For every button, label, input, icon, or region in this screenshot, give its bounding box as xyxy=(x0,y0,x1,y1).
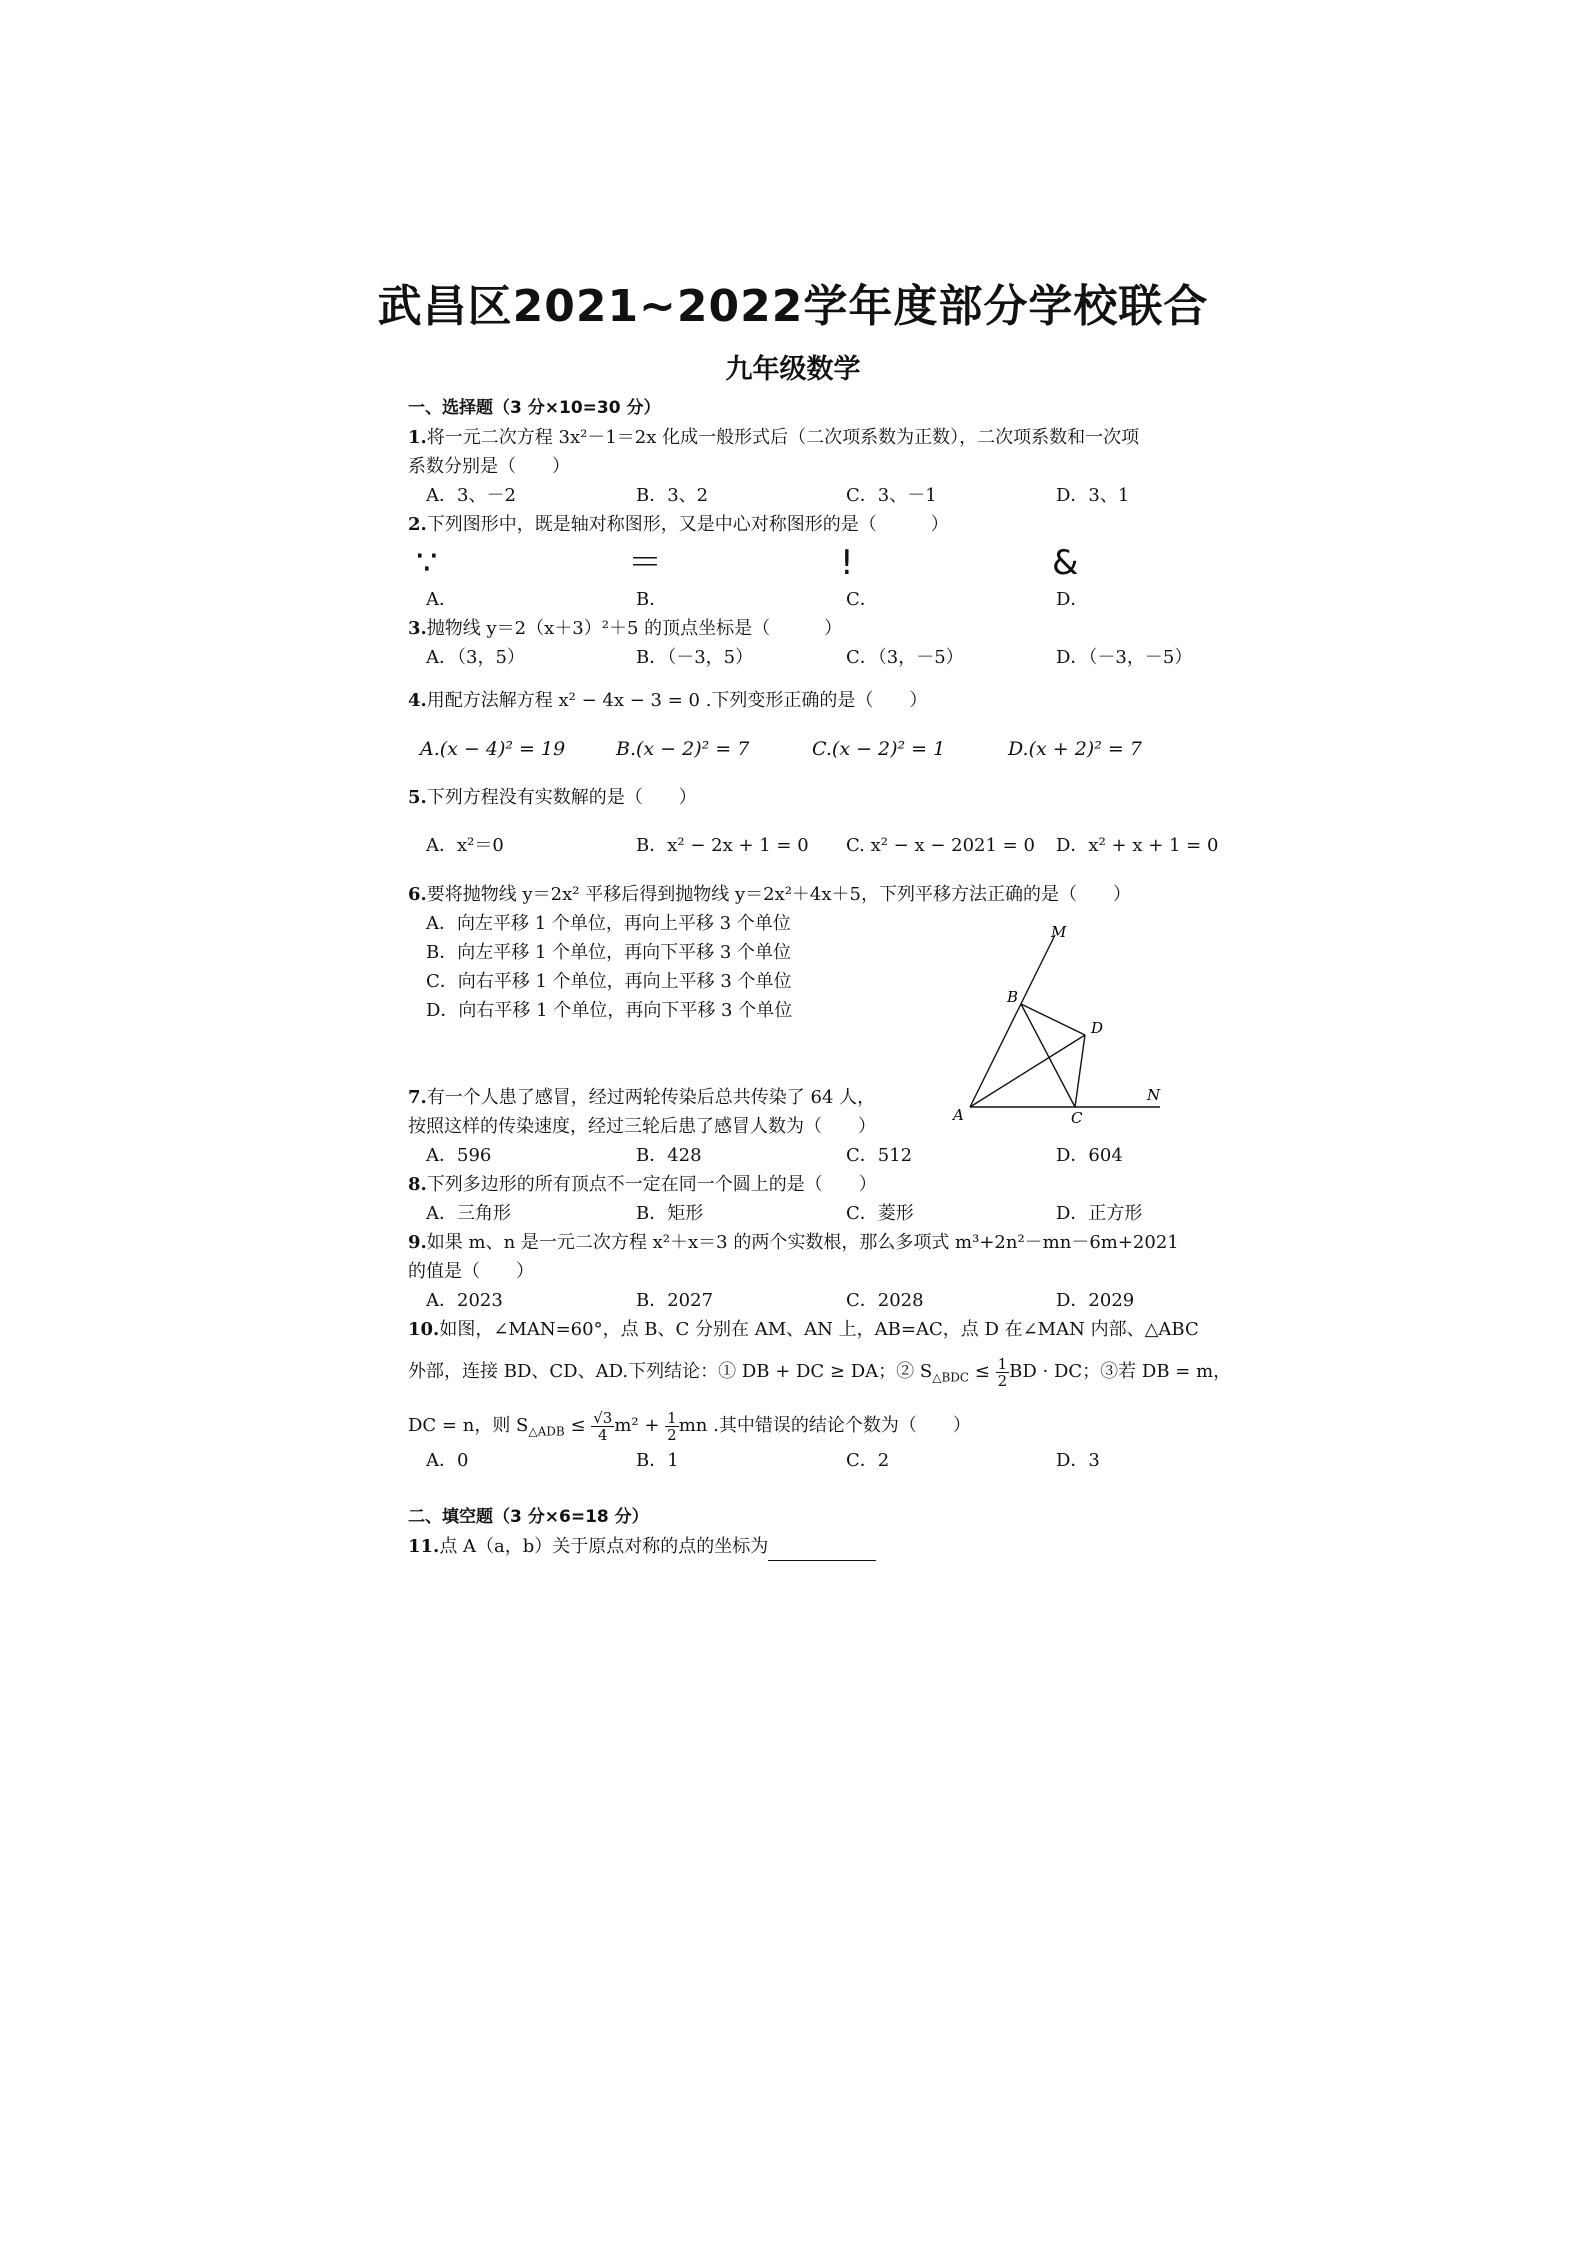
question-9 xyxy=(408,1228,1188,1257)
question-2-figures xyxy=(408,541,1188,585)
option-b: B． xyxy=(636,589,668,610)
option-d: D．604 xyxy=(1056,1145,1123,1166)
q10-text: DC = n，则 S xyxy=(408,1415,529,1436)
option-d: D． xyxy=(1056,589,1089,610)
option-c: C．2028 xyxy=(846,1290,924,1311)
option-c: C．菱形 xyxy=(846,1203,914,1224)
option-c: C.(x − 2)² = 1 xyxy=(812,738,946,760)
question-number: 8. xyxy=(408,1174,427,1195)
option-d: D．3 xyxy=(1056,1450,1100,1471)
question-number: 4. xyxy=(408,690,427,711)
question-8 xyxy=(408,1170,1188,1199)
label-a: A xyxy=(953,1106,964,1124)
question-text: 点 A（a，b）关于原点对称的点的坐标为 xyxy=(439,1536,769,1557)
option-d: D．向右平移 1 个单位，再向下平移 3 个单位 xyxy=(426,1000,793,1021)
q10-text: mn .其中错误的结论个数为（ ） xyxy=(678,1415,971,1436)
q10-subscript: △ADB xyxy=(528,1424,565,1439)
answer-blank[interactable] xyxy=(768,1540,876,1561)
question-3-options xyxy=(408,643,1193,672)
section-1-heading: 一、选择题（3 分×10=30 分） xyxy=(408,398,661,418)
question-text: 抛物线 y＝2（x＋3）²＋5 的顶点坐标是（ ） xyxy=(426,618,843,639)
question-7-cont: 按照这样的传染速度，经过三轮后患了感冒人数为（ ） xyxy=(408,1116,876,1137)
segment-dc xyxy=(1075,1035,1085,1107)
question-7-options xyxy=(408,1141,1188,1170)
option-c: C． xyxy=(846,589,878,610)
question-text: 要将抛物线 y＝2x² 平移后得到抛物线 y＝2x²＋4x＋5，下列平移方法正确的是（ ） xyxy=(426,884,1131,905)
option-c: C．512 xyxy=(846,1145,913,1166)
geometry-diagram xyxy=(935,925,1175,1125)
option-b: B．矩形 xyxy=(636,1203,704,1224)
label-n: N xyxy=(1147,1086,1161,1104)
q10-subscript: △BDC xyxy=(932,1370,970,1385)
question-number: 1. xyxy=(408,427,427,448)
question-4-options xyxy=(408,729,1188,769)
question-4 xyxy=(408,686,1188,715)
numerator: 1 xyxy=(997,1354,1008,1373)
question-2 xyxy=(408,510,1188,539)
option-c: C．（3，－5） xyxy=(846,647,964,668)
section-2-heading: 二、填空题（3 分×6=18 分） xyxy=(408,1507,649,1527)
question-2-labels xyxy=(408,585,1188,614)
question-10-line-2 xyxy=(408,1352,1232,1392)
question-10-line-3 xyxy=(408,1406,1188,1446)
fraction xyxy=(665,1410,679,1443)
option-b: B．2027 xyxy=(636,1290,714,1311)
denominator: 4 xyxy=(598,1425,608,1444)
option-d: D．（－3，－5） xyxy=(1056,647,1193,668)
question-8-options xyxy=(408,1199,1188,1228)
figure-a-because-symbol: ∵ xyxy=(416,542,438,583)
question-3 xyxy=(408,614,1188,643)
question-text: 下列多边形的所有顶点不一定在同一个圆上的是（ ） xyxy=(426,1174,877,1195)
label-c: C xyxy=(1071,1109,1083,1125)
figure-b-equals-symbol: ＝ xyxy=(628,542,662,583)
question-number: 7. xyxy=(408,1087,427,1108)
option-b: B．1 xyxy=(636,1450,679,1471)
question-number: 11. xyxy=(408,1536,440,1557)
question-1 xyxy=(408,423,1188,452)
question-text: 如果 m、n 是一元二次方程 x²＋x＝3 的两个实数根，那么多项式 m³+2n²－mn－6m+2021 xyxy=(426,1232,1179,1253)
question-text: 用配方法解方程 x² − 4x − 3 = 0 .下列变形正确的是（ ） xyxy=(426,690,928,711)
option-b: B．428 xyxy=(636,1145,702,1166)
option-c: C. x² − x − 2021 = 0 xyxy=(846,835,1035,856)
numerator: 1 xyxy=(667,1408,677,1427)
option-d: D．正方形 xyxy=(1056,1203,1143,1224)
question-text: 下列方程没有实数解的是（ ） xyxy=(426,787,697,808)
question-text: 将一元二次方程 3x²－1＝2x 化成一般形式后（二次项系数为正数），二次项系数和一次项 xyxy=(426,427,1140,448)
denominator: 2 xyxy=(667,1425,677,1444)
question-10 xyxy=(408,1315,1199,1344)
option-b: B.(x − 2)² = 7 xyxy=(616,738,750,760)
option-b: B．3、2 xyxy=(636,485,709,506)
fraction xyxy=(996,1356,1010,1389)
option-c: C．向右平移 1 个单位，再向上平移 3 个单位 xyxy=(426,971,792,992)
option-a: A.(x − 4)² = 19 xyxy=(420,738,566,760)
question-10-options xyxy=(408,1446,1188,1475)
option-a: A． xyxy=(426,589,457,610)
option-a: A．0 xyxy=(426,1450,469,1471)
question-number: 5. xyxy=(408,787,427,808)
q10-text: ≤ xyxy=(969,1361,996,1382)
denominator: 2 xyxy=(997,1371,1008,1390)
question-number: 6. xyxy=(408,884,427,905)
fraction xyxy=(591,1410,614,1443)
option-a: A．596 xyxy=(426,1145,492,1166)
q10-text: 外部，连接 BD、CD、AD.下列结论：① DB + DC ≥ DA；② S xyxy=(408,1361,933,1382)
question-text: 有一个人患了感冒，经过两轮传染后总共传染了 64 人， xyxy=(426,1087,876,1108)
question-number: 9. xyxy=(408,1232,427,1253)
q10-text: m² + xyxy=(614,1415,666,1436)
question-number: 10. xyxy=(408,1319,440,1340)
question-5-options xyxy=(408,826,1219,866)
question-text: 下列图形中，既是轴对称图形，又是中心对称图形的是（ ） xyxy=(426,514,949,535)
label-b: B xyxy=(1007,988,1019,1006)
question-1-cont: 系数分别是（ ） xyxy=(408,456,570,477)
question-1-options xyxy=(408,481,1188,510)
option-a: A．向左平移 1 个单位，再向上平移 3 个单位 xyxy=(426,913,791,934)
q10-text: BD · DC；③若 DB = m， xyxy=(1009,1361,1232,1382)
option-a: A．三角形 xyxy=(426,1203,511,1224)
question-5 xyxy=(408,783,1188,812)
label-m: M xyxy=(1051,925,1067,941)
option-c: C．2 xyxy=(846,1450,890,1471)
question-6 xyxy=(408,880,1188,909)
question-text: 如图，∠MAN=60°，点 B、C 分别在 AM、AN 上，AB=AC，点 D 在∠MAN 内部、△ABC xyxy=(439,1319,1199,1340)
option-b: B．向左平移 1 个单位，再向下平移 3 个单位 xyxy=(426,942,792,963)
numerator: √3 xyxy=(593,1408,613,1427)
exam-title: 武昌区2021~2022学年度部分学校联合 xyxy=(377,281,1209,332)
question-number: 3. xyxy=(408,618,427,639)
exam-subtitle: 九年级数学 xyxy=(725,354,861,385)
option-d: D．3、1 xyxy=(1056,485,1130,506)
option-b: B．x² − 2x + 1 = 0 xyxy=(636,835,809,856)
option-d: D.(x + 2)² = 7 xyxy=(1008,738,1142,760)
option-a: A．x²＝0 xyxy=(426,835,504,856)
label-d: D xyxy=(1091,1019,1104,1037)
question-11 xyxy=(408,1532,1188,1561)
question-9-cont: 的值是（ ） xyxy=(408,1261,534,1282)
segment-bd xyxy=(1021,1004,1085,1035)
option-a: A．3、－2 xyxy=(426,485,516,506)
figure-d-ampersand-symbol: & xyxy=(1052,542,1079,583)
segment-bc xyxy=(1021,1004,1075,1107)
option-c: C．3、－1 xyxy=(846,485,937,506)
option-d: D．2029 xyxy=(1056,1290,1135,1311)
figure-c-exclamation-symbol: ! xyxy=(840,542,854,583)
question-number: 2. xyxy=(408,514,427,535)
option-b: B．（－3，5） xyxy=(636,647,754,668)
q10-text: ≤ xyxy=(564,1415,592,1436)
option-a: A．（3，5） xyxy=(426,647,525,668)
option-a: A．2023 xyxy=(426,1290,503,1311)
question-9-options xyxy=(408,1286,1188,1315)
option-d: D．x² + x + 1 = 0 xyxy=(1056,835,1219,856)
